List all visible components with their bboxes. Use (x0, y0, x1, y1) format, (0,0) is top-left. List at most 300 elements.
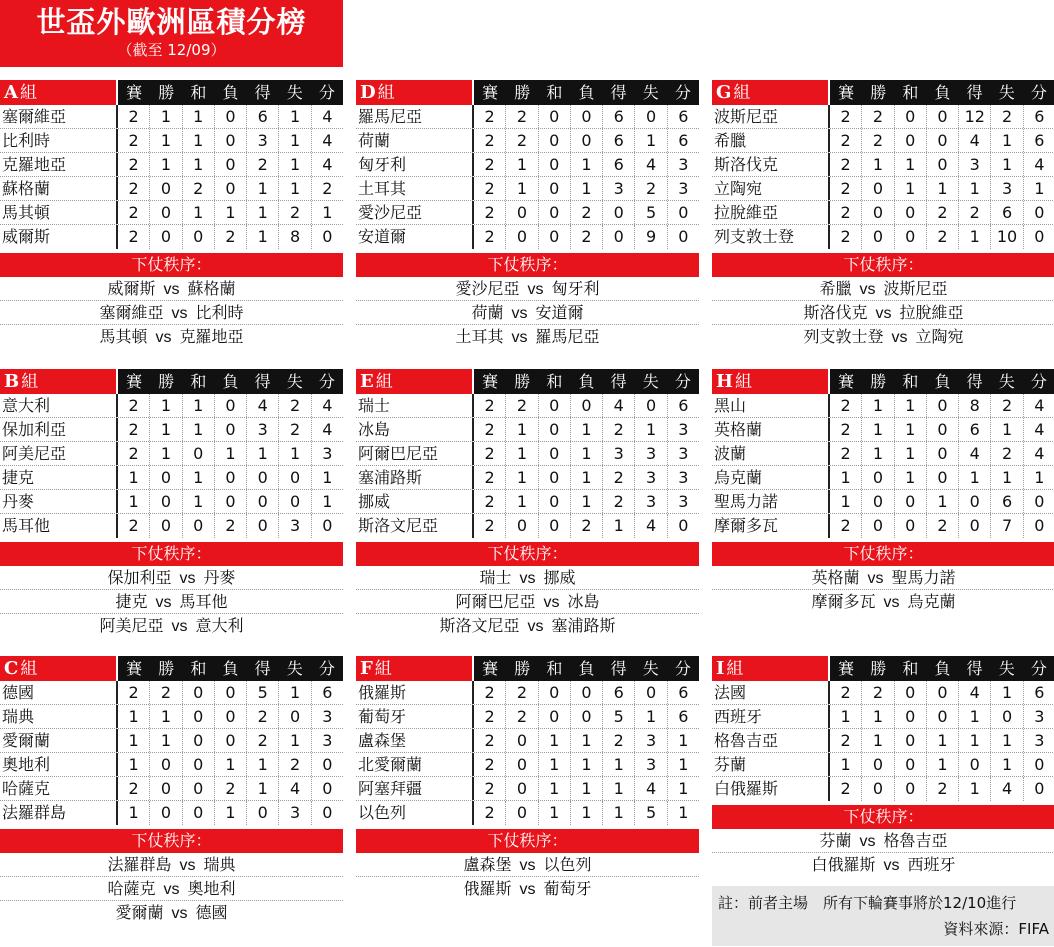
stat-cell: 1 (895, 153, 927, 176)
fixture-away: 瑞典 (203, 855, 236, 874)
fixture-away: 聖馬力諾 (891, 568, 956, 587)
stat-cell: 6 (1034, 131, 1045, 150)
stat-cell: 1 (506, 153, 538, 176)
stat-cell: 0 (571, 705, 603, 728)
stat-cell: 0 (150, 466, 182, 489)
stat-cell: 2 (862, 681, 894, 704)
footnote-line: 註：前者主場 所有下輪賽事將於12/10進行 (718, 894, 1017, 912)
fixture-vs: vs (527, 281, 544, 298)
stat-cell: 1 (635, 705, 667, 728)
table-row (712, 177, 1054, 201)
group-name (712, 80, 830, 105)
stat-cell: 3 (1034, 731, 1045, 750)
stat-cell: 5 (603, 705, 635, 728)
stat-cell: 0 (322, 803, 333, 822)
team-name: 北愛爾蘭 (356, 753, 474, 776)
stat-cell: 1 (279, 129, 311, 152)
stat-cell: 0 (183, 514, 215, 538)
stat-cell: 1 (991, 753, 1023, 776)
stat-cell: 2 (118, 177, 150, 200)
stat-cell: 1 (895, 466, 927, 489)
column-header: 失 (279, 369, 311, 394)
stat-cell: 3 (279, 801, 311, 825)
fixture-row (0, 614, 343, 638)
next-round-header: 下仗秩序： (712, 253, 1054, 277)
stat-cell: 4 (1034, 396, 1045, 415)
stat-cell: 2 (830, 201, 862, 224)
column-header: 和 (538, 80, 570, 105)
team-name: 蘇格蘭 (0, 177, 118, 200)
fixture-row (356, 301, 699, 325)
fixture-vs: vs (527, 618, 544, 635)
stat-cell: 0 (959, 753, 991, 776)
fixture-row (0, 901, 343, 925)
team-name: 波斯尼亞 (712, 105, 830, 128)
stat-cell: 0 (247, 801, 279, 825)
table-row (356, 225, 699, 249)
stat-cell: 1 (959, 729, 991, 752)
fixture-vs: vs (891, 329, 908, 346)
group-name (356, 656, 474, 681)
team-name: 拉脫維亞 (712, 201, 830, 224)
stat-cell: 2 (474, 490, 506, 513)
fixture-home: 摩爾多瓦 (811, 592, 876, 611)
stat-cell: 0 (247, 466, 279, 489)
stat-cell: 6 (322, 683, 333, 702)
stat-cell: 0 (571, 394, 603, 417)
stat-cell: 0 (539, 418, 571, 441)
fixture-home: 白俄羅斯 (811, 855, 876, 874)
stat-cell: 3 (678, 444, 689, 463)
group-header (356, 369, 699, 394)
stat-cell: 1 (279, 105, 311, 128)
stat-cell: 2 (118, 442, 150, 465)
stat-cell: 2 (474, 418, 506, 441)
stat-cell: 4 (322, 155, 333, 174)
stat-cell: 0 (603, 225, 635, 249)
team-name: 挪威 (356, 490, 474, 513)
table-row (356, 514, 699, 538)
table-row (712, 466, 1054, 490)
table-row (356, 177, 699, 201)
group-letter: F (360, 658, 373, 679)
table-row (0, 801, 343, 825)
group-h-block (712, 369, 1054, 614)
stat-cell: 3 (1034, 707, 1045, 726)
stat-cell: 8 (279, 225, 311, 249)
table-row (0, 105, 343, 129)
stat-cell: 1 (895, 418, 927, 441)
team-name: 塞浦路斯 (356, 466, 474, 489)
fixture-away: 奧地利 (187, 879, 236, 898)
stat-cell: 5 (247, 681, 279, 704)
column-header: 負 (926, 80, 958, 105)
fixture-vs: vs (875, 305, 892, 322)
stat-cell: 1 (862, 418, 894, 441)
footnote (712, 886, 1054, 946)
team-name: 芬蘭 (712, 753, 830, 776)
fixture-home: 斯洛伐克 (803, 303, 868, 322)
stat-cell: 2 (474, 705, 506, 728)
stat-cell: 1 (150, 153, 182, 176)
team-name: 捷克 (0, 466, 118, 489)
stat-cell: 2 (279, 201, 311, 224)
stat-cell: 0 (895, 777, 927, 801)
stat-cell: 0 (895, 105, 927, 128)
stat-cell: 4 (1034, 155, 1045, 174)
table-row (356, 777, 699, 801)
stat-cell: 0 (183, 753, 215, 776)
column-header: 分 (667, 369, 699, 394)
stat-cell: 0 (862, 753, 894, 776)
stat-cell: 0 (1034, 779, 1045, 798)
stat-cell: 0 (927, 705, 959, 728)
column-header: 賽 (474, 656, 506, 681)
stat-cell: 6 (678, 396, 689, 415)
group-c-block (0, 656, 343, 925)
stat-cell: 2 (247, 153, 279, 176)
stat-cell: 2 (927, 514, 959, 538)
stat-cell: 2 (506, 394, 538, 417)
stat-cell: 1 (183, 466, 215, 489)
column-header: 勝 (862, 80, 894, 105)
column-header: 得 (603, 656, 635, 681)
stat-cell: 6 (603, 129, 635, 152)
stat-cell: 1 (862, 729, 894, 752)
table-row (356, 681, 699, 705)
stat-cell: 2 (118, 514, 150, 538)
team-name: 匈牙利 (356, 153, 474, 176)
stat-cell: 0 (183, 225, 215, 249)
stat-cell: 1 (118, 753, 150, 776)
team-name: 阿爾巴尼亞 (356, 442, 474, 465)
column-header: 和 (182, 369, 214, 394)
fixture-row (356, 277, 699, 301)
column-header: 分 (311, 369, 343, 394)
stat-cell: 1 (506, 490, 538, 513)
stat-cell: 1 (322, 492, 333, 511)
group-header (0, 656, 343, 681)
stat-cell: 6 (678, 107, 689, 126)
stat-cell: 2 (830, 394, 862, 417)
stat-cell: 1 (571, 490, 603, 513)
column-header: 負 (214, 656, 246, 681)
stat-cell: 1 (183, 153, 215, 176)
fixture-away: 安道爾 (535, 303, 584, 322)
stat-cell: 2 (959, 201, 991, 224)
stat-cell: 2 (474, 129, 506, 152)
page-subtitle: （截至 12/09） (117, 41, 226, 59)
team-name: 波蘭 (712, 442, 830, 465)
stat-cell: 1 (150, 705, 182, 728)
stat-cell: 1 (247, 177, 279, 200)
stat-cell: 0 (895, 129, 927, 152)
fixture-away: 格魯吉亞 (883, 831, 948, 850)
group-letter: I (716, 658, 725, 679)
group-header (0, 369, 343, 394)
stat-cell: 0 (862, 466, 894, 489)
stat-cell: 7 (991, 514, 1023, 538)
stat-cell: 1 (603, 777, 635, 800)
stat-cell: 2 (215, 225, 247, 249)
stat-cell: 1 (927, 490, 959, 513)
stat-cell: 0 (150, 777, 182, 800)
fixture-row (712, 853, 1054, 877)
stat-cell: 1 (571, 729, 603, 752)
stat-cell: 0 (895, 514, 927, 538)
stat-cell: 2 (118, 225, 150, 249)
stat-cell: 1 (215, 753, 247, 776)
stat-cell: 1 (247, 442, 279, 465)
stat-cell: 2 (474, 201, 506, 224)
stat-cell: 0 (539, 394, 571, 417)
fixture-away: 以色列 (543, 855, 592, 874)
table-row (0, 514, 343, 538)
table-row (0, 177, 343, 201)
stat-cell: 2 (322, 179, 333, 198)
stat-cell: 0 (150, 177, 182, 200)
stat-cell: 0 (322, 755, 333, 774)
team-name: 奧地利 (0, 753, 118, 776)
fixture-row (712, 301, 1054, 325)
stat-cell: 10 (991, 225, 1023, 249)
stat-cell: 2 (830, 681, 862, 704)
stat-cell: 6 (603, 153, 635, 176)
stat-cell: 4 (322, 420, 333, 439)
stat-cell: 2 (474, 681, 506, 704)
column-header: 分 (667, 656, 699, 681)
stat-cell: 0 (215, 177, 247, 200)
column-header: 得 (603, 80, 635, 105)
table-row (712, 129, 1054, 153)
stat-cell: 4 (959, 129, 991, 152)
stat-cell: 1 (183, 418, 215, 441)
team-name: 克羅地亞 (0, 153, 118, 176)
stat-cell: 0 (150, 490, 182, 513)
stat-cell: 2 (474, 105, 506, 128)
group-header (356, 80, 699, 105)
stat-cell: 0 (215, 705, 247, 728)
group-suffix: 組 (726, 659, 744, 679)
table-row (0, 777, 343, 801)
stat-cell: 1 (862, 442, 894, 465)
stat-cell: 3 (635, 753, 667, 776)
stat-cell: 4 (322, 396, 333, 415)
column-header: 負 (570, 656, 602, 681)
page-title: 世盃外歐洲區積分榜 (36, 5, 307, 39)
next-round-header: 下仗秩序： (356, 253, 699, 277)
fixture-row (712, 590, 1054, 614)
stat-cell: 0 (927, 153, 959, 176)
table-row (356, 153, 699, 177)
stat-cell: 3 (322, 707, 333, 726)
column-header: 賽 (474, 80, 506, 105)
stat-cell: 5 (635, 801, 667, 825)
stat-cell: 1 (322, 468, 333, 487)
team-name: 德國 (0, 681, 118, 704)
stat-cell: 1 (279, 729, 311, 752)
stat-cell: 0 (927, 394, 959, 417)
stat-cell: 1 (895, 394, 927, 417)
stat-cell: 0 (539, 514, 571, 538)
stat-cell: 2 (474, 801, 506, 825)
stat-cell: 2 (603, 490, 635, 513)
stat-cell: 2 (118, 153, 150, 176)
table-row (712, 418, 1054, 442)
stat-cell: 0 (322, 516, 333, 535)
stat-cell: 0 (215, 418, 247, 441)
fixture-home: 阿爾巴尼亞 (455, 592, 536, 611)
fixture-row (0, 590, 343, 614)
fixture-home: 阿美尼亞 (99, 616, 164, 635)
stat-cell: 0 (539, 177, 571, 200)
fixture-vs: vs (171, 618, 188, 635)
stat-cell: 1 (571, 777, 603, 800)
title-banner (0, 0, 343, 67)
fixture-home: 塞爾維亞 (99, 303, 164, 322)
stat-cell: 1 (215, 801, 247, 825)
fixture-row (0, 277, 343, 301)
team-name: 馬耳他 (0, 514, 118, 538)
stat-cell: 3 (279, 514, 311, 538)
stat-cell: 0 (927, 105, 959, 128)
fixture-away: 德國 (195, 903, 228, 922)
stat-cell: 0 (895, 225, 927, 249)
fixture-row (356, 877, 699, 901)
stat-cell: 0 (571, 129, 603, 152)
stat-cell: 0 (895, 705, 927, 728)
stat-cell: 0 (183, 729, 215, 752)
stat-cell: 0 (247, 514, 279, 538)
table-row (356, 729, 699, 753)
stat-cell: 0 (215, 490, 247, 513)
fixture-away: 丹麥 (203, 568, 236, 587)
stat-cell: 4 (959, 681, 991, 704)
fixture-away: 馬耳他 (179, 592, 228, 611)
table-row (712, 153, 1054, 177)
team-name: 意大利 (0, 394, 118, 417)
team-name: 黑山 (712, 394, 830, 417)
team-name: 西班牙 (712, 705, 830, 728)
column-header: 勝 (862, 369, 894, 394)
stat-cell: 0 (927, 442, 959, 465)
team-name: 荷蘭 (356, 129, 474, 152)
stat-cell: 1 (150, 105, 182, 128)
fixture-vs: vs (519, 570, 536, 587)
group-g-block (712, 80, 1054, 349)
group-header (712, 369, 1054, 394)
stat-cell: 0 (215, 466, 247, 489)
stat-cell: 1 (991, 153, 1023, 176)
team-name: 哈薩克 (0, 777, 118, 800)
fixture-home: 俄羅斯 (463, 879, 512, 898)
team-name: 安道爾 (356, 225, 474, 249)
group-suffix: 組 (735, 372, 753, 392)
team-name: 比利時 (0, 129, 118, 152)
column-header: 和 (894, 656, 926, 681)
stat-cell: 0 (183, 705, 215, 728)
fixture-away: 比利時 (195, 303, 244, 322)
group-e-block (356, 369, 699, 638)
stat-cell: 1 (571, 466, 603, 489)
fixture-away: 克羅地亞 (179, 327, 244, 346)
stat-cell: 6 (1034, 683, 1045, 702)
stat-cell: 0 (150, 753, 182, 776)
stat-cell: 2 (279, 753, 311, 776)
group-f-block (356, 656, 699, 901)
stat-cell: 0 (895, 490, 927, 513)
column-header: 分 (311, 656, 343, 681)
fixture-vs: vs (859, 281, 876, 298)
column-header: 失 (991, 656, 1023, 681)
group-suffix: 組 (21, 372, 39, 392)
column-header: 和 (538, 656, 570, 681)
stat-cell: 0 (539, 490, 571, 513)
group-name (356, 369, 474, 394)
stat-cell: 1 (678, 731, 689, 750)
stat-cell: 0 (279, 466, 311, 489)
column-header: 得 (959, 80, 991, 105)
stat-cell: 0 (959, 514, 991, 538)
fixture-row (0, 301, 343, 325)
group-name (712, 369, 830, 394)
stat-cell: 1 (247, 225, 279, 249)
stat-cell: 1 (215, 201, 247, 224)
table-row (0, 681, 343, 705)
fixture-vs: vs (163, 881, 180, 898)
team-name: 希臘 (712, 129, 830, 152)
column-header: 賽 (830, 80, 862, 105)
team-name: 白俄羅斯 (712, 777, 830, 801)
stat-cell: 1 (279, 153, 311, 176)
stat-cell: 1 (150, 418, 182, 441)
stat-cell: 1 (635, 418, 667, 441)
stat-cell: 1 (991, 466, 1023, 489)
stat-cell: 1 (118, 801, 150, 825)
group-header (356, 656, 699, 681)
fixture-vs: vs (155, 329, 172, 346)
fixture-vs: vs (163, 281, 180, 298)
group-letter: B (4, 371, 20, 392)
stat-cell: 0 (247, 490, 279, 513)
stat-cell: 2 (118, 394, 150, 417)
stat-cell: 4 (247, 394, 279, 417)
column-header: 勝 (862, 656, 894, 681)
stat-cell: 1 (959, 466, 991, 489)
table-row (356, 201, 699, 225)
stat-cell: 2 (474, 514, 506, 538)
next-round-header: 下仗秩序： (356, 829, 699, 853)
stat-cell: 1 (635, 129, 667, 152)
stat-cell: 2 (506, 129, 538, 152)
fixture-row (712, 566, 1054, 590)
team-name: 阿塞拜疆 (356, 777, 474, 800)
stat-cell: 1 (895, 177, 927, 200)
group-name (0, 656, 118, 681)
column-header: 賽 (118, 369, 150, 394)
table-row (0, 466, 343, 490)
column-header: 和 (894, 80, 926, 105)
team-name: 塞爾維亞 (0, 105, 118, 128)
stat-cell: 1 (571, 177, 603, 200)
stat-cell: 9 (635, 225, 667, 249)
team-name: 俄羅斯 (356, 681, 474, 704)
stat-cell: 0 (279, 490, 311, 513)
fixture-away: 葡萄牙 (543, 879, 592, 898)
stat-cell: 0 (927, 129, 959, 152)
group-a-block (0, 80, 343, 349)
stat-cell: 4 (1034, 444, 1045, 463)
